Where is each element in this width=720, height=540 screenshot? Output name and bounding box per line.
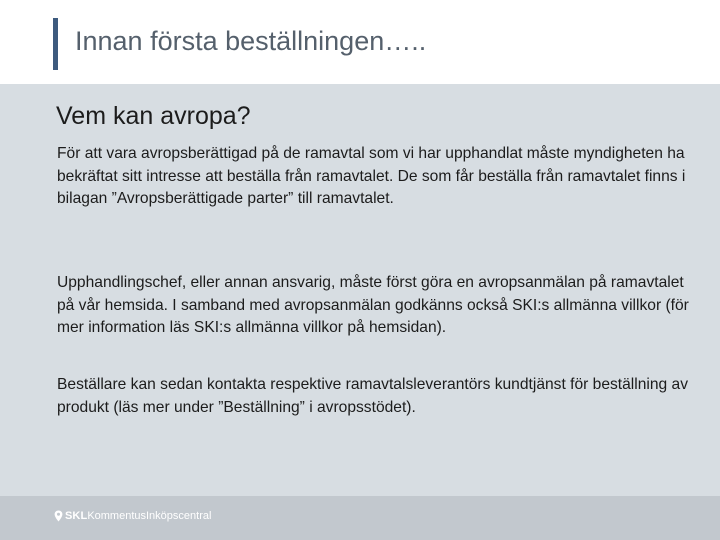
paragraph-ordering: Beställare kan sedan kontakta respektive ramavtalsleverantörs kundtjänst för beställning av produkt (läs mer under ”Beställning” i avropsstödet). bbox=[57, 376, 689, 416]
paragraph-registration: Upphandlingschef, eller annan ansvarig, måste först göra en avropsanmälan på ramavtalet på vår hemsida. I samband med avropsanmälan godkänns också SKI:s allmänna villkor (för mer information läs SKI:s allmänna villkor på hemsidan). bbox=[57, 274, 689, 336]
slide-content bbox=[0, 84, 720, 496]
title-accent-bar bbox=[53, 18, 58, 70]
slide-header bbox=[0, 0, 720, 84]
slide-title: Innan första beställningen….. bbox=[75, 26, 427, 56]
slide-footer bbox=[0, 496, 720, 540]
logo-text-bold: SKL bbox=[65, 510, 88, 522]
pin-icon bbox=[54, 510, 63, 522]
paragraph-eligibility: För att vara avropsberättigad på de ramavtal som vi har upphandlat måste myndigheten ha bekräftat sitt intresse att beställa från ramavtalet. De som får beställa från ramavtalet finns i bilagan ”Avropsberättigade parter” till ramavtalet. bbox=[57, 145, 686, 207]
footer-logo bbox=[54, 510, 211, 522]
logo-text-rest: KommentusInköpscentral bbox=[87, 510, 212, 522]
section-heading: Vem kan avropa? bbox=[56, 102, 251, 130]
